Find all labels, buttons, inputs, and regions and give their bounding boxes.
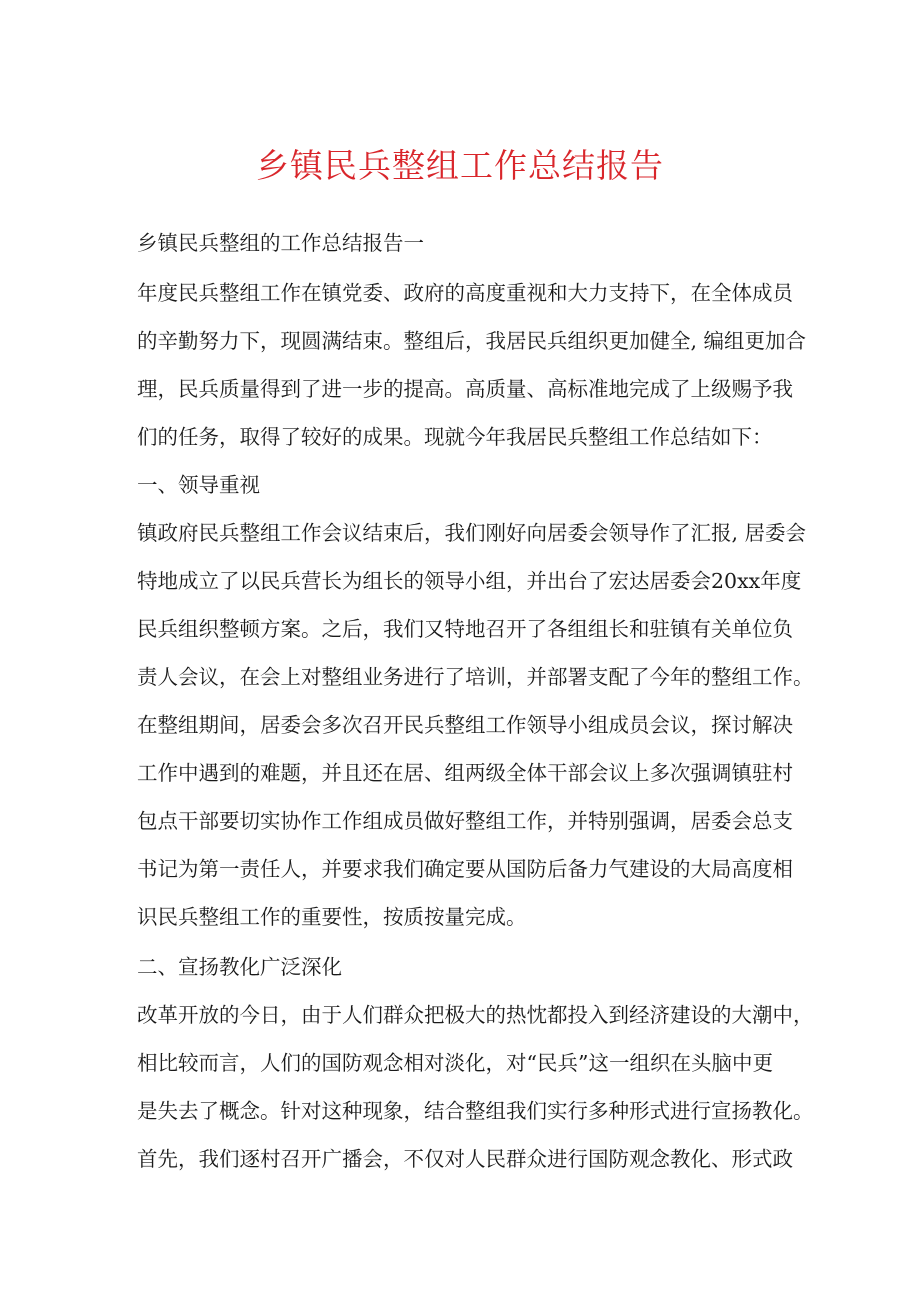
document-title: 乡镇民兵整组工作总结报告 (256, 146, 664, 185)
paragraph-line: 是失去了概念。针对这种现象，结合整组我们实行多种形式进行宣扬教化。 (137, 1099, 814, 1123)
paragraph-line: 书记为第一责任人，并要求我们确定要从国防后备力气建设的大局高度相 (137, 857, 793, 881)
paragraph-line: 相比较而言，人们的国防观念相对淡化，对“民兵”这一组织在头脑中更 (137, 1051, 773, 1075)
paragraph-line: 改革开放的今日，由于人们群众把极大的热忱都投入到经济建设的大潮中， (137, 1003, 814, 1027)
paragraph-line: 民兵组织整顿方案。之后，我们又特地召开了各组组长和驻镇有关单位负 (137, 617, 793, 641)
paragraph-line: 年度民兵整组工作在镇党委、政府的高度重视和大力支持下，在全体成员 (137, 281, 793, 305)
paragraph-line: 特地成立了以民兵营长为组长的领导小组，并出台了宏达居委会20xx年度 (137, 569, 802, 593)
section-heading-2: 二、宣扬教化广泛深化 (137, 955, 342, 979)
paragraph-line: 首先，我们逐村召开广播会，不仅对人民群众进行国防观念教化、形式政 (137, 1147, 793, 1171)
paragraph-line: 包点干部要切实协作工作组成员做好整组工作，并特别强调，居委会总支 (137, 809, 793, 833)
paragraph-line: 工作中遇到的难题，并且还在居、组两级全体干部会议上多次强调镇驻村 (137, 761, 793, 785)
paragraph-line: 识民兵整组工作的重要性，按质按量完成。 (137, 905, 527, 929)
paragraph-line: 的辛勤努力下，现圆满结束。整组后，我居民兵组织更加健全, 编组更加合 (137, 329, 807, 353)
section-heading-1: 一、领导重视 (137, 473, 260, 497)
paragraph-line: 们的任务，取得了较好的成果。现就今年我居民兵整组工作总结如下： (137, 425, 773, 449)
paragraph-line: 理，民兵质量得到了进一步的提高。高质量、高标准地完成了上级赐予我 (137, 377, 793, 401)
paragraph-line: 责人会议，在会上对整组业务进行了培训，并部署支配了今年的整组工作。 (137, 665, 814, 689)
document-subtitle: 乡镇民兵整组的工作总结报告一 (137, 231, 424, 255)
paragraph-line: 镇政府民兵整组工作会议结束后，我们刚好向居委会领导作了汇报, 居委会 (137, 521, 807, 545)
paragraph-line: 在整组期间，居委会多次召开民兵整组工作领导小组成员会议，探讨解决 (137, 713, 793, 737)
